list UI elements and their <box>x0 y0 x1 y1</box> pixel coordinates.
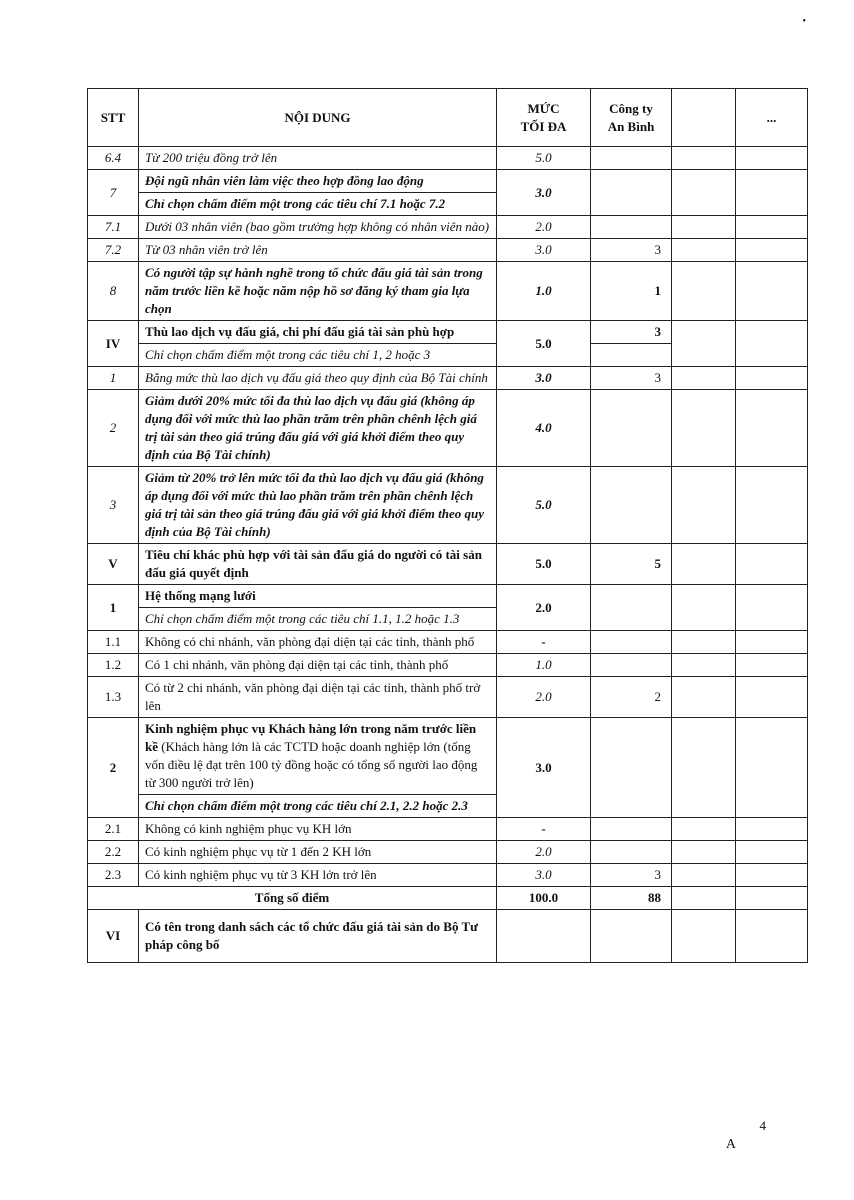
row-content-note: Chỉ chọn chấm điểm một trong các tiêu chí 1.1, 1.2 hoặc 1.3 <box>139 608 497 631</box>
table-header-row <box>88 89 808 147</box>
row-stt: 1.1 <box>88 631 139 654</box>
row-stt: 2 <box>88 390 139 467</box>
row-score <box>591 818 672 841</box>
row-stt: 1 <box>88 585 139 631</box>
table-row <box>88 239 808 262</box>
row-stt: 8 <box>88 262 139 321</box>
row-stt: 3 <box>88 467 139 544</box>
row-stt: VI <box>88 910 139 963</box>
row-content: Có từ 2 chi nhánh, văn phòng đại diện tại các tỉnh, thành phố trở lên <box>139 677 497 718</box>
row-stt: 1 <box>88 367 139 390</box>
table-row <box>88 147 808 170</box>
total-score: 88 <box>591 887 672 910</box>
row-content: Từ 03 nhân viên trở lên <box>139 239 497 262</box>
row-score <box>591 654 672 677</box>
row-content: Thù lao dịch vụ đấu giá, chi phí đấu giá tài sản phù hợp <box>139 321 497 344</box>
row-score <box>591 390 672 467</box>
row-content: Giảm từ 20% trở lên mức tối đa thù lao dịch vụ đấu giá (không áp dụng đối với mức thù lao phần trăm trên phần chênh lệch giá trị tài sản theo giá trúng đấu giá với giá khởi điểm theo quy định của Bộ Tài chính) <box>139 467 497 544</box>
row-max: 4.0 <box>497 390 591 467</box>
page-mark: A <box>725 1137 736 1152</box>
table-row <box>88 818 808 841</box>
table-row <box>88 170 808 193</box>
row-content: Hệ thống mạng lưới <box>139 585 497 608</box>
row-stt: 2.3 <box>88 864 139 887</box>
table-row <box>88 544 808 585</box>
table-row <box>88 216 808 239</box>
row-max: 5.0 <box>497 544 591 585</box>
row-max: 1.0 <box>497 262 591 321</box>
table-row <box>88 864 808 887</box>
row-max: 3.0 <box>497 718 591 818</box>
row-score <box>591 718 672 818</box>
row-content: Tiêu chí khác phù hợp với tài sản đấu giá do người có tài sản đấu giá quyết định <box>139 544 497 585</box>
row-score <box>591 841 672 864</box>
row-content: Kinh nghiệm phục vụ Khách hàng lớn trong năm trước liền kề (Khách hàng lớn là các TCTD hoặc doanh nghiệp lớn (tổng vốn điều lệ đạt trên 100 tỷ đồng hoặc có tổng số người lao động từ 300 người trở lên) <box>139 718 497 795</box>
row-stt: 1.2 <box>88 654 139 677</box>
row-content: Có kinh nghiệm phục vụ từ 1 đến 2 KH lớn <box>139 841 497 864</box>
row-max: 1.0 <box>497 654 591 677</box>
row-max: 5.0 <box>497 147 591 170</box>
row-content: Có tên trong danh sách các tổ chức đấu giá tài sản do Bộ Tư pháp công bố <box>139 910 497 963</box>
row-max: 2.0 <box>497 216 591 239</box>
row-max: 5.0 <box>497 467 591 544</box>
row-score <box>591 170 672 216</box>
table-row <box>88 677 808 718</box>
row-max <box>497 910 591 963</box>
row-score <box>591 216 672 239</box>
row-content-note: Chỉ chọn chấm điểm một trong các tiêu chí 7.1 hoặc 7.2 <box>139 193 497 216</box>
table-row <box>88 654 808 677</box>
table-row <box>88 718 808 795</box>
header-blank <box>672 89 736 147</box>
row-content: Dưới 03 nhân viên (bao gồm trường hợp không có nhân viên nào) <box>139 216 497 239</box>
row-score <box>591 910 672 963</box>
corner-mark: • <box>802 16 806 27</box>
table-row <box>88 367 808 390</box>
header-max: MỨC TỐI ĐA <box>497 89 591 147</box>
row-stt: V <box>88 544 139 585</box>
row-content-note: Chỉ chọn chấm điểm một trong các tiêu chí 1, 2 hoặc 3 <box>139 344 497 367</box>
row-score: 1 <box>591 262 672 321</box>
row-stt: 2.2 <box>88 841 139 864</box>
row-max: 2.0 <box>497 841 591 864</box>
row-score <box>591 147 672 170</box>
table-row <box>88 467 808 544</box>
row-max: 3.0 <box>497 170 591 216</box>
row-content: Đội ngũ nhân viên làm việc theo hợp đồng lao động <box>139 170 497 193</box>
row-max: 3.0 <box>497 864 591 887</box>
row-content-note: Chỉ chọn chấm điểm một trong các tiêu chí 2.1, 2.2 hoặc 2.3 <box>139 795 497 818</box>
row-content: Không có kinh nghiệm phục vụ KH lớn <box>139 818 497 841</box>
table-row <box>88 390 808 467</box>
row-stt: 6.4 <box>88 147 139 170</box>
page-number: 4 <box>759 1118 766 1133</box>
row-score: 3 <box>591 239 672 262</box>
scoring-table <box>87 88 808 963</box>
row-max: 5.0 <box>497 321 591 367</box>
row-stt: IV <box>88 321 139 367</box>
row-stt: 2 <box>88 718 139 818</box>
row-stt: 7.1 <box>88 216 139 239</box>
row-max: - <box>497 818 591 841</box>
row-max: 3.0 <box>497 367 591 390</box>
row-score: 5 <box>591 544 672 585</box>
table-row <box>88 910 808 963</box>
row-stt: 7.2 <box>88 239 139 262</box>
table-row <box>88 262 808 321</box>
row-stt: 2.1 <box>88 818 139 841</box>
row-score <box>591 631 672 654</box>
row-stt: 7 <box>88 170 139 216</box>
table-row <box>88 631 808 654</box>
row-content: Giảm dưới 20% mức tối đa thù lao dịch vụ đấu giá (không áp dụng đối với mức thù lao phần trăm trên phần chênh lệch giá trị tài sản theo giá trúng đấu giá với giá khởi điểm theo quy định của Bộ Tài chính) <box>139 390 497 467</box>
row-max: - <box>497 631 591 654</box>
row-score: 3 <box>591 367 672 390</box>
header-stt: STT <box>88 89 139 147</box>
row-content: Bằng mức thù lao dịch vụ đấu giá theo quy định của Bộ Tài chính <box>139 367 497 390</box>
row-content: Có kinh nghiệm phục vụ từ 3 KH lớn trở lên <box>139 864 497 887</box>
table-row <box>88 841 808 864</box>
row-score: 3 <box>591 321 672 344</box>
row-score <box>591 585 672 631</box>
row-content: Không có chi nhánh, văn phòng đại diện tại các tỉnh, thành phố <box>139 631 497 654</box>
row-content: Có 1 chi nhánh, văn phòng đại diện tại các tỉnh, thành phố <box>139 654 497 677</box>
table-row <box>88 321 808 344</box>
row-content: Có người tập sự hành nghề trong tổ chức đấu giá tài sản trong năm trước liền kề hoặc năm nộp hồ sơ đăng ký tham gia lựa chọn <box>139 262 497 321</box>
row-content: Từ 200 triệu đồng trở lên <box>139 147 497 170</box>
header-more: ... <box>736 89 808 147</box>
header-content: NỘI DUNG <box>139 89 497 147</box>
row-stt: 1.3 <box>88 677 139 718</box>
row-max: 3.0 <box>497 239 591 262</box>
row-max: 2.0 <box>497 677 591 718</box>
total-max: 100.0 <box>497 887 591 910</box>
row-max: 2.0 <box>497 585 591 631</box>
row-score <box>591 467 672 544</box>
total-row <box>88 887 808 910</box>
row-score: 2 <box>591 677 672 718</box>
header-company: Công ty An Bình <box>591 89 672 147</box>
row-score: 3 <box>591 864 672 887</box>
total-label: Tổng số điểm <box>88 887 497 910</box>
table-row <box>88 585 808 608</box>
